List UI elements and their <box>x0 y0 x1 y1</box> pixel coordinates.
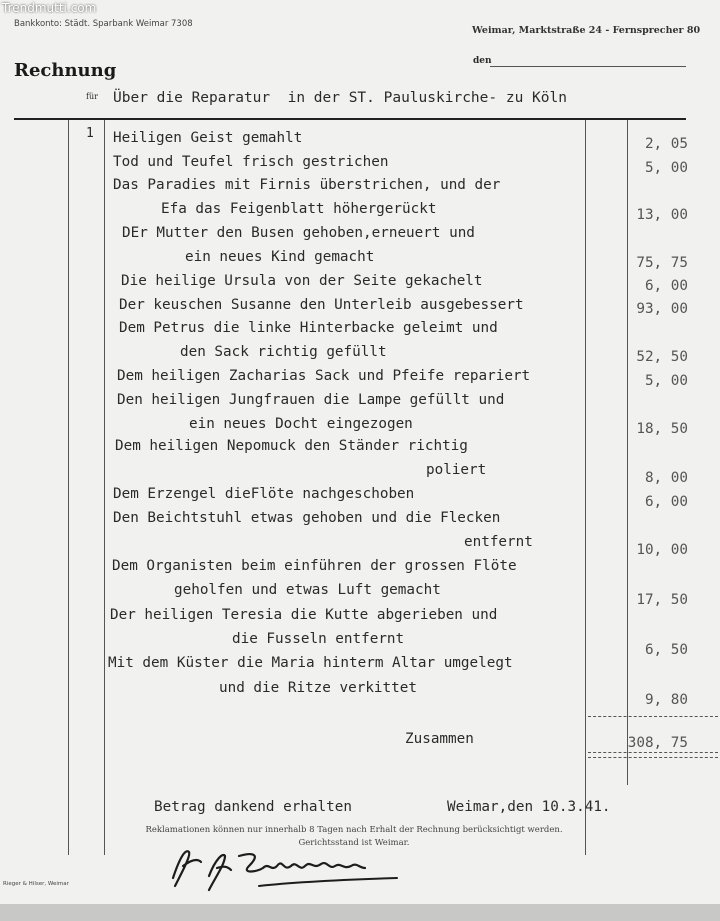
item-amount: 10, 00 <box>636 542 688 558</box>
sum-rule-top <box>588 716 718 717</box>
for-label: für <box>86 92 98 101</box>
invoice-title: Rechnung <box>14 60 117 81</box>
item-line: ein neues Docht eingezogen <box>189 416 413 432</box>
total-label: Zusammen <box>405 731 474 747</box>
invoice-subject: Über die Reparatur in der ST. Pauluskirche- zu Köln <box>113 90 567 106</box>
date-line <box>490 66 686 67</box>
item-amount: 9, 80 <box>644 692 688 708</box>
item-amount: 5, 00 <box>644 373 688 389</box>
item-line: Der keuschen Susanne den Unterleib ausgebessert <box>119 297 524 313</box>
letterhead-address: Weimar, Marktstraße 24 - Fernsprecher 80 <box>472 25 701 36</box>
item-amount: 5, 00 <box>644 160 688 176</box>
item-amount: 75, 75 <box>636 255 688 271</box>
item-line: ein neues Kind gemacht <box>185 249 375 265</box>
item-line: Die heilige Ursula von der Seite gekachelt <box>121 273 483 289</box>
item-amount: 6, 00 <box>644 278 688 294</box>
sum-rule-bottom-2 <box>588 757 718 758</box>
item-line: und die Ritze verkittet <box>219 680 417 696</box>
column-rule-left <box>68 120 69 855</box>
item-amount: 18, 50 <box>636 421 688 437</box>
item-line: den Sack richtig gefüllt <box>180 344 387 360</box>
item-line: Tod und Teufel frisch gestrichen <box>113 154 389 170</box>
background-strip <box>0 904 720 921</box>
total-amount: 308, 75 <box>627 735 688 751</box>
item-line: geholfen und etwas Luft gemacht <box>174 582 441 598</box>
sum-rule-bottom-1 <box>588 752 718 753</box>
item-line: poliert <box>426 462 487 478</box>
item-amount: 6, 00 <box>644 494 688 510</box>
item-amount: 13, 00 <box>636 207 688 223</box>
item-line: Dem Petrus die linke Hinterbacke geleimt und <box>119 320 498 336</box>
item-amount: 2, 05 <box>644 136 688 152</box>
bank-account: Bankkonto: Städt. Sparbank Weimar 7308 <box>14 19 193 29</box>
item-line: entfernt <box>464 534 533 550</box>
complaints-note: Reklamationen können nur innerhalb 8 Tagen nach Erhalt der Rechnung berücksichtigt werden. <box>145 825 563 835</box>
item-amount: 52, 50 <box>636 349 688 365</box>
item-line: die Fusseln entfernt <box>232 631 405 647</box>
item-line: Das Paradies mit Firnis überstrichen, und der <box>113 177 501 193</box>
place-and-date: Weimar,den 10.3.41. <box>447 799 611 815</box>
item-line: Dem Erzengel dieFlöte nachgeschoben <box>113 486 415 502</box>
item-line: Mit dem Küster die Maria hinterm Altar umgelegt <box>108 655 513 671</box>
signature <box>165 838 415 898</box>
item-line: Dem heiligen Zacharias Sack und Pfeife repariert <box>117 368 531 384</box>
printer-imprint: Rieger & Hilser, Weimar <box>3 881 69 887</box>
item-line: Dem Organisten beim einführen der grossen Flöte <box>112 558 517 574</box>
payment-received: Betrag dankend erhalten <box>154 799 352 815</box>
item-line: Den Beichtstuhl etwas gehoben und die Flecken <box>113 510 501 526</box>
date-label: den <box>473 56 492 66</box>
watermark: Trendmutti.com <box>2 1 97 15</box>
item-amount: 93, 00 <box>636 301 688 317</box>
item-line: Der heiligen Teresia die Kutte abgerieben und <box>110 607 498 623</box>
column-rule-items <box>104 120 105 855</box>
jurisdiction-note: Gerichtsstand ist Weimar. <box>298 838 410 848</box>
item-amount: 17, 50 <box>636 592 688 608</box>
item-line: Den heiligen Jungfrauen die Lampe gefüllt und <box>117 392 505 408</box>
item-line: Heiligen Geist gemahlt <box>113 130 303 146</box>
position-number: 1 <box>86 126 94 141</box>
item-line: Efa das Feigenblatt höhergerückt <box>161 201 437 217</box>
item-amount: 8, 00 <box>644 470 688 486</box>
item-line: Dem heiligen Nepomuck den Ständer richtig <box>115 438 468 454</box>
item-amount: 6, 50 <box>644 642 688 658</box>
item-line: DEr Mutter den Busen gehoben,erneuert und <box>122 225 475 241</box>
